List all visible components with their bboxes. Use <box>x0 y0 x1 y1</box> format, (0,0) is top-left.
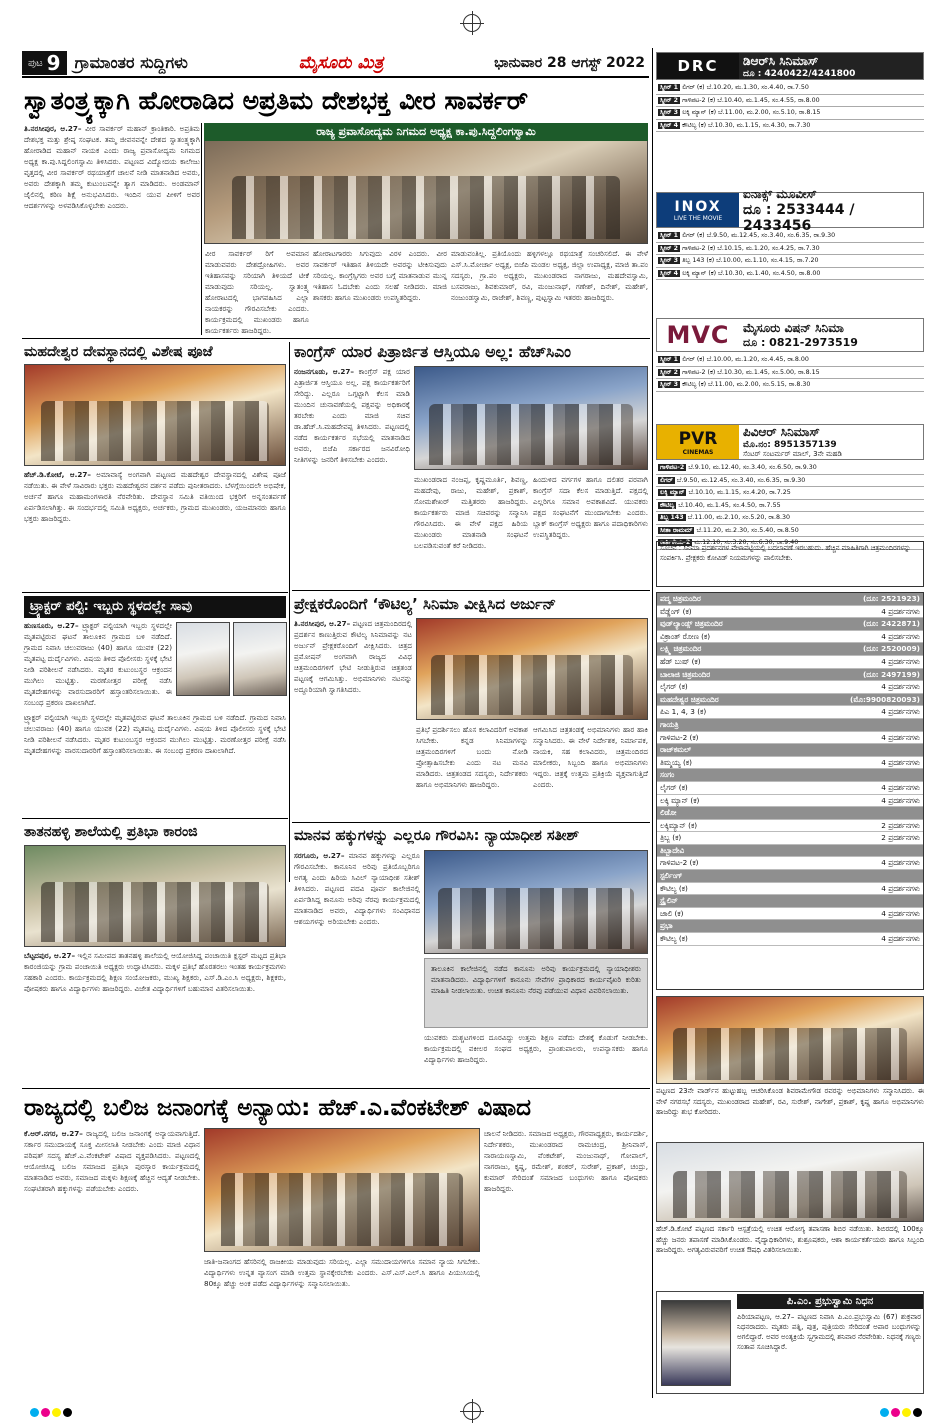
theatre-show-row <box>657 933 923 946</box>
savarkar-photo-caption: ರಾಜ್ಯ ಪ್ರವಾಸೋದ್ಯಮ ನಿಗಮದ ಅಧ್ಯಕ್ಷ ಕಾ.ಪು.ಸಿದ್ದಲಿಂಗಸ್ವಾಮಿ <box>204 123 648 141</box>
theatre-show-row <box>657 757 923 770</box>
show-count: 4 ಪ್ರದರ್ಶನಗಳು <box>881 908 920 918</box>
movie-name: ತಿಮ್ಮಯ್ಯ (ಕ) <box>660 757 692 767</box>
congress-col-1-text: ಕಾಂಗ್ರೆಸ್ ಪಕ್ಷ ಯಾರ ಪಿತ್ರಾರ್ಜಿತ ಆಸ್ತಿಯೂ ಅಲ್ಲ. ಪಕ್ಷ ಕಾರ್ಯಕರ್ತರಿಗೆ ಸೇರಿದ್ದು. ಎಲ್ಲರೂ ಒಗ್ಗಟ್ಟಾಗಿ ಕೆಲಸ ಮಾಡಿ ಮುಂದಿನ ಚುನಾವಣೆಯಲ್ಲಿ ಪಕ್ಷವನ್ನು ಅಧಿಕಾರಕ್ಕೆ ತರಬೇಕು ಎಂದು ಮಾಜಿ ಸಚಿವ ಡಾ.ಹೆಚ್.ಸಿ.ಮಹದೇವಪ್ಪ ತಿಳಿಸಿದರು. ಪಟ್ಟಣದಲ್ಲಿ ನಡೆದ ಕಾರ್ಯಕರ್ತರ ಸಭೆಯಲ್ಲಿ ಮಾತನಾಡಿದ ಅವರು, ಬಿಜೆಪಿ ಸರ್ಕಾರದ ಜನವಿರೋಧಿ ನೀತಿಗಳನ್ನು ಜನರಿಗೆ ತಿಳಿಸಬೇಕು ಎಂದರು. <box>294 367 410 464</box>
obituary-photo <box>661 1300 731 1386</box>
showtime-row <box>656 82 924 95</box>
pvr-logo-tagline: CINEMAS <box>682 448 714 456</box>
obituary-title: ಪಿ.ಎಂ. ಪ್ರಭುಸ್ವಾಮಿ ನಿಧನ <box>737 1294 923 1309</box>
theatre-name: ತಿಬ್ಬಾದೇವಿ <box>660 845 685 855</box>
mahadeshwara-photo <box>24 364 286 466</box>
theatre-name-row <box>657 870 923 883</box>
screen-label: ಸ್ಕ್ರೀನ್ 3 <box>660 109 679 116</box>
tatanahalli-photo <box>24 845 286 947</box>
theatre-name-row <box>657 593 923 606</box>
health-camp-photo <box>656 1142 924 1222</box>
theatre-phone: (ದೂ: 2521923) <box>862 594 920 603</box>
screen-label: ಸ್ಕ್ರೀನ್ 2 <box>660 244 679 252</box>
screen-label: ಕೌಟಿಲ್ಯ <box>660 501 675 509</box>
movie-name: ಗಾಳಿಪಟ-2 (ಕ) <box>660 732 699 742</box>
page-number: 9 <box>46 51 61 75</box>
registration-mark-bottom <box>463 1402 481 1420</box>
balija-col-1 <box>24 1128 200 1398</box>
theatre-phone: (ದೂ: 2422871) <box>862 619 920 629</box>
arjun-headline: ಪ್ರೇಕ್ಷಕರೊಂದಿಗೆ ‘ಕೌಟಿಲ್ಯ’ ಸಿನಿಮಾ ವೀಕ್ಷಿಸಿದ ಅರ್ಜುನ್ <box>294 595 556 613</box>
show-count: 4 ಪ್ರದರ್ಶನಗಳು <box>881 757 920 767</box>
theatre-show-row <box>657 706 923 719</box>
rights-inset-box: ತಾಲೂಕಿನ ಕಾಲೇಜಿನಲ್ಲಿ ನಡೆದ ಕಾನೂನು ಅರಿವು ಕಾರ್ಯಕ್ರಮದಲ್ಲಿ ನ್ಯಾಯಾಧೀಶರು ಮಾತನಾಡಿದರು. ವಿದ್ಯಾರ್ಥಿಗಳಿಗೆ ಕಾನೂನು ಸೇವೆಗಳ ಪ್ರಾಧಿಕಾರದ ಕಾರ್ಯವೈಖರಿ ಕುರಿತು ಮಾಹಿತಿ ನೀಡಲಾಯಿತು. ಉಚಿತ ಕಾನೂನು ನೆರವು ಪಡೆಯುವ ವಿಧಾನ ವಿವರಿಸಲಾಯಿತು. <box>424 958 648 1028</box>
showtime-text: ಬೆ.11.20, ಮ.2.30, ಸಂ.5.40, ರಾ.8.50 <box>696 526 799 534</box>
arjun-col-3: ಆಗಮಿಸಿದ ಚಿತ್ರತಂಡಕ್ಕೆ ಅಭಿಮಾನಿಗಳು ಹಾರ ಹಾಕಿ ಸನ್ಮಾನಿಸಿದರು. ಈ ವೇಳೆ ನಿರ್ದೇಶಕ, ನಿರ್ಮಾಪಕ, ನಾಯಕಿ, ಸಹ ಕಲಾವಿದರು, ಚಿತ್ರಮಂದಿರದ ಮಾಲೀಕರು, ಸಿಬ್ಬಂದಿ ಹಾಗೂ ಅಭಿಮಾನಿಗಳು ಇದ್ದರು. ಚಿತ್ರಕ್ಕೆ ಉತ್ತಮ ಪ್ರತಿಕ್ರಿಯೆ ವ್ಯಕ್ತವಾಗುತ್ತಿದೆ ಎಂದರು. <box>533 725 648 789</box>
theatre-show-row <box>657 795 923 808</box>
screen-label: ಸ್ಕ್ರೀನ್ 2 <box>660 96 679 104</box>
theatre-name-row <box>657 807 923 820</box>
tatanahalli-headline: ತಾತನಹಳ್ಳಿ ಶಾಲೆಯಲ್ಲಿ ಪ್ರತಿಭಾ ಕಾರಂಜಿ <box>24 824 198 840</box>
theatre-show-row <box>657 857 923 870</box>
screen-label: ಸೀತಾ ರಾಮಮ್ <box>660 526 693 534</box>
theatre-name-row <box>657 845 923 858</box>
movie-name: ವಿಕ್ರಾಂತ್ ರೋಣ (ಕ) <box>660 631 711 641</box>
movie-name: ಲೈಗರ್ (ಕ) <box>660 682 688 692</box>
savarkar-col-3: ಹೋರಾಟಗಾರರು ಸಿಗುವುದು ವಿರಳ ಎಂದರು. ವೀರ ಸಾವರ್ಕರ್ ಇತಿಹಾಸ ತಿಳಿಯದೇ ಅವರನ್ನು ಟೀಕಿಸುವುದು ಸರಿಯಲ್ಲ. ಕಾಂಗ್ರೆಸ್ಸಿಗರು ಅವರ ಬಗ್ಗೆ ಮಾತನಾಡುವ ಮುನ್ನ ಇತಿಹಾಸ ಓದಬೇಕು ಎಂದು ಸಲಹೆ ನೀಡಿದರು. ಮಾಜಿ ಶಾಸಕರು ಹಾಗೂ ಮುಖಂಡರು ಉಪಸ್ಥಿತರಿದ್ದರು. <box>313 249 447 302</box>
movie-name: ವೆಡ್ಡೆಂಗ್ (ಕ) <box>660 606 692 616</box>
showtime-text: ಲಕ್ಕಿ ಮ್ಯಾನ್ (ಕ) ಬೆ.10.30, ಮ.1.40, ಸಂ.4.50, ರಾ.8.00 <box>682 269 821 277</box>
congress-col-3: ಹಿಂದುಳಿದ ವರ್ಗಗಳ ಹಾಗೂ ದಲಿತರ ಪರವಾಗಿ ಕಾಂಗ್ರೆಸ್ ಸದಾ ಕೆಲಸ ಮಾಡುತ್ತಿದೆ. ಪಕ್ಷದಲ್ಲಿ ಎಲ್ಲರಿಗೂ ಸಮಾನ ಅವಕಾಶವಿದೆ. ಯುವಕರು ಪಕ್ಷದ ಸಂಘಟನೆಗೆ ಮುಂದಾಗಬೇಕು ಎಂದರು. ಬ್ಲಾಕ್ ಕಾಂಗ್ರೆಸ್ ಅಧ್ಯಕ್ಷರು ಹಾಗೂ ಪದಾಧಿಕಾರಿಗಳು ಉಪಸ್ಥಿತರಿದ್ದರು. <box>533 475 649 539</box>
inox-logo <box>657 193 739 227</box>
tractor-body-bottom: ಟ್ರ್ಯಾಕ್ಟರ್ ಪಲ್ಟಿಯಾಗಿ ಇಬ್ಬರು ಸ್ಥಳದಲ್ಲೇ ಮೃತಪಟ್ಟಿರುವ ಘಟನೆ ತಾಲೂಕಿನ ಗ್ರಾಮದ ಬಳಿ ನಡೆದಿದೆ. ಗ್ರಾಮದ ನಿವಾಸಿ ಚಲುವರಾಜು (40) ಹಾಗೂ ಯುವಕ (22) ಮೃತಪಟ್ಟ ದುರ್ದೈವಿಗಳು. ವಿಷಯ ತಿಳಿದ ಪೊಲೀಸರು ಸ್ಥಳಕ್ಕೆ ಭೇಟಿ ನೀಡಿ ಪರಿಶೀಲನೆ ನಡೆಸಿದರು. ಮೃತರ ಕುಟುಂಬಸ್ಥರ ಆಕ್ರಂದನ ಮುಗಿಲು ಮುಟ್ಟಿತ್ತು. ಮರಣೋತ್ತರ ಪರೀಕ್ಷೆ ನಡೆಸಿ ಮೃತದೇಹಗಳನ್ನು ವಾರಸುದಾರರಿಗೆ ಹಸ್ತಾಂತರಿಸಲಾಯಿತು. ಈ ಸಂಬಂಧ ಪ್ರಕರಣ ದಾಖಲಾಗಿದೆ. <box>24 713 286 755</box>
show-count: 4 ಪ್ರದರ್ಶನಗಳು <box>881 656 920 666</box>
movie-name: ಹೆಡ್ ಬುಷ್ (ಕ) <box>660 656 701 666</box>
section-rule <box>22 592 288 593</box>
arjun-col-1-text: ಪಟ್ಟಣದ ಚಿತ್ರಮಂದಿರದಲ್ಲಿ ಪ್ರದರ್ಶನ ಕಾಣುತ್ತಿರುವ ಕೌಟಿಲ್ಯ ಸಿನಿಮಾವನ್ನು ನಟ ಅರ್ಜುನ್ ಪ್ರೇಕ್ಷಕರೊಂದಿಗೆ ವೀಕ್ಷಿಸಿದರು. ಚಿತ್ರದ ಪ್ರಮೋಷನ್ ಅಂಗವಾಗಿ ರಾಜ್ಯದ ವಿವಿಧ ಚಿತ್ರಮಂದಿರಗಳಿಗೆ ಭೇಟಿ ನೀಡುತ್ತಿರುವ ಚಿತ್ರತಂಡ ಪಟ್ಟಣಕ್ಕೆ ಆಗಮಿಸಿತ್ತು. ಅಭಿಮಾನಿಗಳು ನಟನನ್ನು ಅದ್ದೂರಿಯಾಗಿ ಸ್ವಾಗತಿಸಿದರು. <box>294 619 412 694</box>
tatanahalli-body <box>24 950 286 1084</box>
showtime-text: ಕೌಟಿಲ್ಯ (ಕ) ಬೆ.10.30, ಮ.1.15, ಸಂ.4.30, ರಾ.7.30 <box>682 121 811 129</box>
theatre-name: ಗಾಯತ್ರಿ <box>660 719 679 729</box>
showtime-row <box>656 475 924 488</box>
theatre-show-row <box>657 908 923 921</box>
pvr-logo <box>657 425 739 459</box>
theatre-show-row <box>657 883 923 896</box>
screen-label: ಸ್ಕ್ರೀನ್ 4 <box>660 269 679 277</box>
showtime-row <box>656 354 924 367</box>
theatre-name-row <box>657 920 923 933</box>
theatre-listing <box>656 592 924 990</box>
inox-logo-tagline: LIVE THE MOVIE <box>673 214 723 222</box>
rights-col-2: ಯುವಕರು ದುಶ್ಚಟಗಳಿಂದ ದೂರವಿದ್ದು ಉತ್ತಮ ಶಿಕ್ಷಣ ಪಡೆದು ದೇಶಕ್ಕೆ ಕೊಡುಗೆ ನೀಡಬೇಕು. ಕಾರ್ಯಕ್ರಮದಲ್ಲಿ ವಕೀಲರ ಸಂಘದ ಅಧ್ಯಕ್ಷರು, ಪ್ರಾಂಶುಪಾಲರು, ಉಪನ್ಯಾಸಕರು ಹಾಗೂ ವಿದ್ಯಾರ್ಥಿಗಳು ಹಾಜರಿದ್ದರು. <box>424 1033 648 1064</box>
theatre-show-row <box>657 832 923 845</box>
congress-col-1 <box>294 366 410 586</box>
showtime-row <box>656 268 924 281</box>
birthday-caption: ಪಟ್ಟಣದ 23ನೇ ವಾರ್ಡ್‌ನ ಹುಟ್ಟುಹಬ್ಬ ಆಚರಿಸಿಕೊಂಡ ಶಿವರಾಮೇಗೌಡ ರವರನ್ನು ಅಭಿಮಾನಿಗಳು ಸನ್ಮಾನಿಸಿದರು. ಈ ವೇಳೆ ನಗರಸಭೆ ಸದಸ್ಯರು, ಮುಖಂಡರಾದ ಮಹೇಶ್, ರವಿ, ಸುರೇಶ್, ನಾಗೇಶ್, ಪ್ರಕಾಶ್, ಕೃಷ್ಣ ಹಾಗೂ ಅಭಿಮಾನಿಗಳು ಹಾಜರಿದ್ದು ಶುಭ ಕೋರಿದರು. <box>656 1087 924 1116</box>
showtime-text: ಲಕ್ಕಿ ಮ್ಯಾನ್ (ಕ) ಬೆ.11.00, ಮ.2.00, ಸಂ.5.10, ರಾ.8.15 <box>682 109 821 116</box>
mahadeshwara-body <box>24 469 286 589</box>
mahadeshwara-dateline: ಹೆಚ್.ಡಿ.ಕೋಟೆ, ಆ.27– <box>24 470 91 479</box>
showtime-row <box>656 95 924 108</box>
rights-dateline: ಸರಗೂರು, ಆ.27– <box>294 851 345 860</box>
show-count: 4 ಪ್ರದರ್ಶನಗಳು <box>881 631 920 641</box>
color-bar-right <box>880 1408 922 1417</box>
pvr-address: ಸೆಂಟರ್ ಸಂಟರ್ಮರ್ ಮಾಲ್, 3ನೇ ಮಹಡಿ <box>743 450 842 458</box>
rights-col-1-text: ಮಾನವ ಹಕ್ಕುಗಳನ್ನು ಎಲ್ಲರೂ ಗೌರವಿಸಬೇಕು. ಕಾನೂನಿನ ಅರಿವು ಪ್ರತಿಯೊಬ್ಬರಿಗೂ ಅಗತ್ಯ ಎಂದು ಹಿರಿಯ ಸಿವಿಲ್ ನ್ಯಾಯಾಧೀಶ ಸತೀಶ್ ತಿಳಿಸಿದರು. ಪಟ್ಟಣದ ಪದವಿ ಪೂರ್ವ ಕಾಲೇಜಿನಲ್ಲಿ ಏರ್ಪಡಿಸಿದ್ದ ಕಾನೂನು ಅರಿವು ನೆರವು ಕಾರ್ಯಕ್ರಮದಲ್ಲಿ ಮಾತನಾಡಿದ ಅವರು, ವಿದ್ಯಾರ್ಥಿಗಳು ಸಂವಿಧಾನದ ಆಶಯಗಳನ್ನು ಅರಿಯಬೇಕು ಎಂದರು. <box>294 851 420 926</box>
showtime-row <box>656 487 924 500</box>
rights-photo <box>424 850 648 954</box>
screen-label: ತಿಬ್ಬ 143 <box>660 514 684 521</box>
showtime-text: ಲಿಗರ್ (ಕ) ಬೆ.10.00, ಮ.1.20, ಸಂ.4.45, ರಾ.8.00 <box>682 356 809 363</box>
showtime-text: ಬೆ.11.00, ಮ.2.10, ಸಂ.5.20, ರಾ.8.30 <box>687 514 790 521</box>
showtime-text: ಬೆ.9.50, ಮ.12.45, ಸಂ.3.40, ಸಂ.6.35, ರಾ.9.30 <box>676 476 806 484</box>
theatre-name-row <box>657 694 923 707</box>
screen-label: ಸ್ಕ್ರೀನ್ 4 <box>660 121 679 129</box>
balija-dateline: ಕೆ.ಆರ್.ನಗರ, ಆ.27– <box>24 1129 83 1138</box>
page-label: ಪುಟ <box>28 57 43 69</box>
savarkar-col-2: ವೀರ ಸಾವರ್ಕರ್ ರಿಗೆ ಅವಮಾನ ಮಾಡುವವರು ದೇಶದ್ರೋಹಿಗಳು. ಅವರ ಇತಿಹಾಸವನ್ನು ಸರಿಯಾಗಿ ತಿಳಿಯದೆ ಟೀಕೆ ಮಾಡುವುದು ಸರಿಯಲ್ಲ. ಸ್ವಾತಂತ್ರ್ಯ ಹೋರಾಟದಲ್ಲಿ ಭಾಗವಹಿಸಿದ ಎಲ್ಲಾ ನಾಯಕರನ್ನು ಗೌರವಿಸಬೇಕು ಎಂದರು. ಕಾರ್ಯಕ್ರಮದಲ್ಲಿ ಮುಖಂಡರು ಹಾಗೂ ಕಾರ್ಯಕರ್ತರು ಹಾಜರಿದ್ದರು. <box>205 249 309 335</box>
showtime-row <box>656 525 924 538</box>
theatre-name: ಲಿಡೋ <box>660 808 677 818</box>
registration-mark-top <box>463 14 481 32</box>
theatre-name: ಬಾಲಾಜಿ ಚಿತ್ರಮಂದಿರ <box>660 669 711 679</box>
show-count: 4 ಪ್ರದರ್ಶನಗಳು <box>881 795 920 805</box>
balija-col-3: ಚಾಲನೆ ನೀಡಿದರು. ಸಮಾಜದ ಅಧ್ಯಕ್ಷರು, ಗೌರವಾಧ್ಯಕ್ಷರು, ಕಾರ್ಯದರ್ಶಿ, ನಿರ್ದೇಶಕರು, ಮುಖಂಡರಾದ ರಾಮಚಂದ್ರ, ಶ್ರೀನಿವಾಸ್, ನಾರಾಯಣಸ್ವಾಮಿ, ವೆಂಕಟೇಶ್, ಮಂಜುನಾಥ್, ಗೋಪಾಲ್, ನಾಗರಾಜು, ಕೃಷ್ಣ, ರಮೇಶ್, ಶಂಕರ್, ಸುರೇಶ್, ಪ್ರಕಾಶ್, ಚಂದ್ರು, ಕುಮಾರ್ ಸೇರಿದಂತೆ ಸಮಾಜದ ಬಂಧುಗಳು ಹಾಗೂ ಪೋಷಕರು ಹಾಜರಿದ್ದರು. <box>484 1129 648 1193</box>
theatre-phone: (ದೂ: 2497199) <box>862 669 920 679</box>
theatre-show-row <box>657 732 923 745</box>
obituary-box <box>656 1291 924 1394</box>
congress-col-2: ಮುಖಂಡರಾದ ನಂಜಪ್ಪ, ಕೃಷ್ಣಮೂರ್ತಿ, ಶಿವಣ್ಣ, ಮಹದೇವು, ರಾಜು, ಮಹೇಶ್, ಪ್ರಕಾಶ್, ಸೋಮಶೇಖರ್ ಮತ್ತಿತರರು ಹಾಜರಿದ್ದರು. ಕಾರ್ಯಕರ್ತರು ಮಾಜಿ ಸಚಿವರನ್ನು ಸನ್ಮಾನಿಸಿ ಗೌರವಿಸಿದರು. ಈ ವೇಳೆ ಪಕ್ಷದ ಹಿರಿಯ ಮುಖಂಡರು ಮಾತನಾಡಿ ಸಂಘಟನೆ ಬಲಪಡಿಸುವಂತೆ ಕರೆ ನೀಡಿದರು. <box>414 475 528 550</box>
showtime-row <box>656 462 924 475</box>
tractor-victim-photo-2 <box>233 622 287 696</box>
sidebar-rule <box>652 48 653 1398</box>
showtime-row <box>656 500 924 513</box>
balija-col-1-text: ರಾಜ್ಯದಲ್ಲಿ ಬಲಿಜ ಜನಾಂಗಕ್ಕೆ ಅನ್ಯಾಯವಾಗುತ್ತಿದೆ. ಸರ್ಕಾರ ಸಮುದಾಯಕ್ಕೆ ಸೂಕ್ತ ಮೀಸಲಾತಿ ನೀಡಬೇಕು ಎಂದು ಮಾಜಿ ವಿಧಾನ ಪರಿಷತ್ ಸದಸ್ಯ ಹೆಚ್.ಎ.ವೆಂಕಟೇಶ್ ವಿಷಾದ ವ್ಯಕ್ತಪಡಿಸಿದರು. ಪಟ್ಟಣದಲ್ಲಿ ಆಯೋಜಿಸಿದ್ದ ಬಲಿಜ ಸಮಾಜದ ಪ್ರತಿಭಾ ಪುರಸ್ಕಾರ ಕಾರ್ಯಕ್ರಮದಲ್ಲಿ ಮಾತನಾಡಿದ ಅವರು, ಸಮಾಜದ ಮಕ್ಕಳು ಶಿಕ್ಷಣಕ್ಕೆ ಹೆಚ್ಚಿನ ಆದ್ಯತೆ ನೀಡಬೇಕು. ಸಂಘಟಿತರಾಗಿ ಹಕ್ಕುಗಳನ್ನು ಪಡೆಯಬೇಕು ಎಂದರು. <box>24 1129 200 1193</box>
arjun-dateline: ತಿ.ನರಸೀಪುರ, ಆ.27– <box>294 619 351 628</box>
savarkar-photo <box>204 138 648 244</box>
movie-name: ಲಕ್ಕಿ ಮ್ಯಾನ್ (ಕ) <box>660 795 700 805</box>
cinema-notice: ಸೂಚನೆ : ಸಿನಿಮಾ ಪ್ರದರ್ಶನಗಳ ವೇಳಾಪಟ್ಟಿಯಲ್ಲಿ ಬದಲಾವಣೆ ಇರಬಹುದು. ಹೆಚ್ಚಿನ ಮಾಹಿತಿಗಾಗಿ ಚಿತ್ರಮಂದಿರಗಳನ್ನು ಸಂಪರ್ಕಿಸಿ. ಪ್ರೇಕ್ಷಕರು ಕೋವಿಡ್ ನಿಯಮಗಳನ್ನು ಪಾಲಿಸಬೇಕು. <box>656 541 924 587</box>
screen-label: ಸ್ಕ್ರೀನ್ 2 <box>660 368 679 376</box>
inox-phone: ದೂ : 2533444 / 2433456 <box>743 201 855 234</box>
show-count: 2 ಪ್ರದರ್ಶನಗಳು <box>881 820 920 830</box>
inox-title: ಐನಾಕ್ಸ್ ಮೂವೀಸ್ <box>743 186 817 201</box>
section-name: ಗ್ರಾಮಾಂತರ ಸುದ್ದಿಗಳು <box>74 53 188 72</box>
theatre-name-row <box>657 669 923 682</box>
screen-label: ಸ್ಕ್ರೀನ್ 1 <box>660 232 679 239</box>
theatre-name-row <box>657 719 923 732</box>
showtime-text: ಬೆ.10.40, ಮ.1.45, ಸಂ.4.50, ರಾ.7.55 <box>678 501 781 509</box>
showtime-text: ಕೌಟಿಲ್ಯ (ಕ) ಬೆ.11.00, ಮ.2.00, ಸಂ.5.15, ರಾ.8.30 <box>682 381 811 388</box>
rights-headline: ಮಾನವ ಹಕ್ಕುಗಳನ್ನು ಎಲ್ಲರೂ ಗೌರವಿಸಿ: ನ್ಯಾಯಾಧೀಶ ಸತೀಶ್ <box>294 828 580 844</box>
showtime-text: ಬೆ.10.10, ಮ.1.15, ಸಂ.4.20, ರಾ.7.25 <box>688 489 791 496</box>
tractor-dateline: ಹುಣಸೂರು, ಆ.27– <box>24 621 79 630</box>
showtime-text: ಲಿಗರ್ (ಕ) ಬೆ.9.50, ಮ.12.45, ಸಂ.3.40, ಸಂ.6.35, ರಾ.9.30 <box>682 232 836 239</box>
showtime-row <box>656 255 924 268</box>
screen-label: ಗಾಳಿಪಟ-2 <box>660 464 685 471</box>
showtime-row <box>656 243 924 256</box>
arjun-col-2: ಪ್ರತಿಭೆ ಪ್ರದರ್ಶಿಸಲು ಹೊಸ ಕಲಾವಿದರಿಗೆ ಅವಕಾಶ ಸಿಗಬೇಕು. ಕನ್ನಡ ಸಿನಿಮಾಗಳನ್ನು ಚಿತ್ರಮಂದಿರಗಳಿಗೆ ಬಂದು ನೋಡಿ ಪ್ರೋತ್ಸಾಹಿಸಬೇಕು ಎಂದು ನಟ ಮನವಿ ಮಾಡಿದರು. ಚಿತ್ರತಂಡದ ಸದಸ್ಯರು, ನಿರ್ದೇಶಕರು ಹಾಗೂ ಅಭಿಮಾನಿಗಳು ಹಾಜರಿದ್ದರು. <box>416 725 528 789</box>
tractor-body-top <box>24 620 172 712</box>
health-camp-caption: ಹೆಚ್.ಡಿ.ಕೋಟೆ ಪಟ್ಟಣದ ಸರ್ಕಾರಿ ಆಸ್ಪತ್ರೆಯಲ್ಲಿ ಉಚಿತ ಆರೋಗ್ಯ ತಪಾಸಣಾ ಶಿಬಿರ ನಡೆಯಿತು. ಶಿಬಿರದಲ್ಲಿ 100ಕ್ಕೂ ಹೆಚ್ಚು ಜನರು ತಪಾಸಣೆ ಮಾಡಿಸಿಕೊಂಡರು. ವೈದ್ಯಾಧಿಕಾರಿಗಳು, ಶುಶ್ರೂಷಕರು, ಆಶಾ ಕಾರ್ಯಕರ್ತೆಯರು ಹಾಗೂ ಸಿಬ್ಬಂದಿ ಹಾಜರಿದ್ದರು. ಅಗತ್ಯವಿರುವವರಿಗೆ ಉಚಿತ ಔಷಧಿ ವಿತರಿಸಲಾಯಿತು. <box>656 1225 924 1254</box>
savarkar-headline: ಸ್ವಾತಂತ್ರ್ಯಕ್ಕಾಗಿ ಹೋರಾಡಿದ ಅಪ್ರತಿಮ ದೇಶಭಕ್ತ ವೀರ ಸಾವರ್ಕರ್ <box>24 86 529 115</box>
congress-headline: ಕಾಂಗ್ರೆಸ್ ಯಾರ ಪಿತ್ರಾರ್ಜಿತ ಆಸ್ತಿಯೂ ಅಲ್ಲ: ಹೆಚ್‌ಸಿಎಂ <box>294 343 572 361</box>
show-count: 4 ಪ್ರದರ್ಶನಗಳು <box>881 782 920 792</box>
inox-showtimes <box>656 230 924 314</box>
theatre-show-row <box>657 782 923 795</box>
movie-name: ಲೈಗರ್ (ಕ) <box>660 782 688 792</box>
showtime-row <box>656 367 924 380</box>
theatre-name: ಸಂಗಂ <box>660 770 675 780</box>
showtime-text: ಗಾಳಿಪಟ-2 (ಕ) ಬೆ.10.30, ಮ.1.45, ಸಂ.5.00, ರಾ.8.15 <box>682 368 820 376</box>
theatre-name: ರಾಜ್‌ಕಮಲ್ <box>660 745 692 755</box>
balija-photo <box>204 1128 480 1252</box>
theatre-name: ಲಕ್ಷ್ಮಿ ಚಿತ್ರಮಂದಿರ <box>660 644 702 654</box>
showtime-row <box>656 512 924 525</box>
savarkar-dateline: ತಿ.ನರಸೀಪುರ, ಆ.27– <box>24 124 82 133</box>
theatre-name: ಪದ್ಮ ಚಿತ್ರಮಂದಿರ <box>660 594 701 603</box>
column-rule <box>289 342 290 882</box>
tractor-headline: ಟ್ರ್ಯಾಕ್ಟರ್ ಪಲ್ಟಿ: ಇಬ್ಬರು ಸ್ಥಳದಲ್ಲೇ ಸಾವು <box>24 596 286 618</box>
show-count: 4 ಪ್ರದರ್ಶನಗಳು <box>881 707 920 717</box>
screen-label: ಕಾರ್ತಿಕೇಯ-2 <box>660 539 691 546</box>
section-rule <box>22 1088 650 1089</box>
show-count: 4 ಪ್ರದರ್ಶನಗಳು <box>881 858 920 868</box>
theatre-phone: (ಮೊ:9900820093) <box>850 694 920 704</box>
screen-label: ಸ್ಕ್ರೀನ್ 1 <box>660 356 679 363</box>
pvr-logo-text: PVR <box>678 428 718 449</box>
theatre-show-row <box>657 656 923 669</box>
theatre-name: ಮಹದೇಶ್ವರ ಚಿತ್ರಮಂದಿರ <box>660 694 719 704</box>
drc-phone: ದೂ : 4240422/4241800 <box>743 68 856 79</box>
congress-photo <box>414 366 648 470</box>
showtime-text: ಬೆ.9.10, ಮ.12.40, ಸಂ.3.40, ಸಂ.6.50, ರಾ.9.30 <box>688 464 817 471</box>
mvc-header <box>656 318 924 352</box>
mahadeshwara-headline: ಮಹದೇಶ್ವರ ದೇವಸ್ಥಾನದಲ್ಲಿ ವಿಶೇಷ ಪೂಜೆ <box>24 344 213 360</box>
section-rule <box>22 818 288 819</box>
showtime-row <box>656 120 924 133</box>
page-number-tag <box>22 51 67 75</box>
show-count: 4 ಪ್ರದರ್ಶನಗಳು <box>881 682 920 692</box>
showtime-text: ಮ.12.10, ಸಂ.3.20, ಸಂ.6.30, ರಾ.9.40 <box>694 539 799 546</box>
theatre-show-row <box>657 606 923 619</box>
theatre-name-row <box>657 643 923 656</box>
balija-headline: ರಾಜ್ಯದಲ್ಲಿ ಬಲಿಜ ಜನಾಂಗಕ್ಕೆ ಅನ್ಯಾಯ: ಹೆಚ್.ಎ.ವೆಂಕಟೇಶ್ ವಿಷಾದ <box>24 1095 531 1121</box>
show-count: 2 ಪ್ರದರ್ಶನಗಳು <box>881 833 920 843</box>
theatre-name: ಪ್ರಭಾ <box>660 921 673 931</box>
screen-label: ಲಿಗರ್ <box>660 476 673 484</box>
drc-showtimes <box>656 82 924 190</box>
screen-label: ಸ್ಕ್ರೀನ್ 3 <box>660 257 679 264</box>
theatre-name: ಸ್ಟ್ರೈಲಿನ್ <box>660 896 678 906</box>
showtime-text: ಲಿಗರ್ (ಕ) ಬೆ.10.20, ಮ.1.30, ಸಂ.4.40, ರಾ.7.50 <box>682 84 809 91</box>
pvr-showtimes <box>656 462 924 546</box>
screen-label: ಲಕ್ಕಿ ಮ್ಯಾನ್ <box>660 489 685 496</box>
showtime-text: ಗಾಳಿಪಟ-2 (ಕ) ಬೆ.10.15, ಮ.1.20, ಸಂ.4.25, ರಾ.7.30 <box>682 244 820 252</box>
masthead <box>22 50 649 78</box>
movie-name: ಪಿಎ 1, 4, 3 (ಕ) <box>660 707 707 717</box>
theatre-name: ಸ್ಟರ್ಲಿಂಗ್ <box>660 871 683 881</box>
pvr-phone: ಮೊ.ನಂ: 8951357139 <box>743 440 837 450</box>
pvr-header <box>656 424 924 460</box>
paper-name: ಮೈಸೂರು ಮಿತ್ರ <box>298 53 384 73</box>
tatanahalli-text: ಇಲ್ಲಿನ ಸಮೀಪದ ತಾತನಹಳ್ಳಿ ಶಾಲೆಯಲ್ಲಿ ಆಯೋಜಿಸಿದ್ದ ಪಂಚಾಯಿತಿ ಕ್ಲಸ್ಟರ್ ಮಟ್ಟದ ಪ್ರತಿಭಾ ಕಾರಂಜಿಯನ್ನು ಗ್ರಾಮ ಪಂಚಾಯಿತಿ ಅಧ್ಯಕ್ಷರು ಉದ್ಘಾಟಿಸಿದರು. ಮಕ್ಕಳ ಪ್ರತಿಭೆ ಹೊರತರಲು ಇಂತಹ ಕಾರ್ಯಕ್ರಮಗಳು ಸಹಕಾರಿ ಎಂದರು. ಕಾರ್ಯಕ್ರಮದಲ್ಲಿ ಶಿಕ್ಷಣ ಸಂಯೋಜಕರು, ಮುಖ್ಯ ಶಿಕ್ಷಕರು, ಎಸ್.ಡಿ.ಎಂ.ಸಿ ಅಧ್ಯಕ್ಷರು, ಶಿಕ್ಷಕರು, ಪೋಷಕರು ಹಾಗೂ ವಿದ್ಯಾರ್ಥಿಗಳು ಹಾಜರಿದ್ದರು. ವಿಜೇತ ವಿದ್ಯಾರ್ಥಿಗಳಿಗೆ ಬಹುಮಾನ ವಿತರಿಸಲಾಯಿತು. <box>24 951 286 993</box>
showtime-row <box>656 107 924 120</box>
section-rule <box>292 822 650 823</box>
movie-name: ಲಕ್ಕಿಮ್ಯಾನ್ (ಕ) <box>660 820 698 830</box>
tatanahalli-dateline: ಬೆಟ್ಟದಪುರ, ಆ.27– <box>24 951 76 960</box>
inox-logo-text: INOX <box>674 198 722 215</box>
arjun-col-1 <box>294 618 412 818</box>
showtime-text: ಗಾಳಿಪಟ-2 (ಕ) ಬೆ.10.40, ಮ.1.45, ಸಂ.4.55, ರಾ.8.00 <box>682 96 820 104</box>
showtime-row <box>656 230 924 243</box>
screen-label: ಸ್ಕ್ರೀನ್ 3 <box>660 381 679 388</box>
movie-name: ತ್ರಿಬ್ಬ (ಕ) <box>660 833 682 843</box>
tractor-text: ಟ್ರ್ಯಾಕ್ಟರ್ ಪಲ್ಟಿಯಾಗಿ ಇಬ್ಬರು ಸ್ಥಳದಲ್ಲೇ ಮೃತಪಟ್ಟಿರುವ ಘಟನೆ ತಾಲೂಕಿನ ಗ್ರಾಮದ ಬಳಿ ನಡೆದಿದೆ. ಗ್ರಾಮದ ನಿವಾಸಿ ಚಲುವರಾಜು (40) ಹಾಗೂ ಯುವಕ (22) ಮೃತಪಟ್ಟ ದುರ್ದೈವಿಗಳು. ವಿಷಯ ತಿಳಿದ ಪೊಲೀಸರು ಸ್ಥಳಕ್ಕೆ ಭೇಟಿ ನೀಡಿ ಪರಿಶೀಲನೆ ನಡೆಸಿದರು. ಮೃತರ ಕುಟುಂಬಸ್ಥರ ಆಕ್ರಂದನ ಮುಗಿಲು ಮುಟ್ಟಿತ್ತು. ಮರಣೋತ್ತರ ಪರೀಕ್ಷೆ ನಡೆಸಿ ಮೃತದೇಹಗಳನ್ನು ವಾರಸುದಾರರಿಗೆ ಹಸ್ತಾಂತರಿಸಲಾಯಿತು. ಈ ಸಂಬಂಧ ಪ್ರಕರಣ ದಾಖಲಾಗಿದೆ. <box>24 621 172 707</box>
mvc-showtimes <box>656 354 924 420</box>
movie-name: ಜಾಲಿ (ಕ) <box>660 908 684 918</box>
congress-dateline: ನಂಜನಗೂಡು, ಆ.27– <box>294 367 354 376</box>
theatre-name-row <box>657 895 923 908</box>
drc-title: ಡಿಆರ್‌ಸಿ ಸಿನಿಮಾಸ್ <box>743 53 819 68</box>
screen-label: ಸ್ಕ್ರೀನ್ 1 <box>660 84 679 91</box>
show-count: 4 ಪ್ರದರ್ಶನಗಳು <box>881 732 920 742</box>
section-rule <box>22 338 650 339</box>
theatre-name-row <box>657 769 923 782</box>
birthday-photo <box>656 996 924 1084</box>
theatre-name-row <box>657 618 923 631</box>
theatre-show-row <box>657 820 923 833</box>
theatre-name-row <box>657 744 923 757</box>
balija-col-2: ಜಾತಿ-ಜನಾಂಗದ ಹೆಸರಿನಲ್ಲಿ ರಾಜಕೀಯ ಮಾಡುವುದು ಸರಿಯಲ್ಲ. ಎಲ್ಲಾ ಸಮುದಾಯಗಳಿಗೂ ಸಮಾನ ನ್ಯಾಯ ಸಿಗಬೇಕು. ವಿದ್ಯಾರ್ಥಿಗಳು ಉನ್ನತ ವ್ಯಾಸಂಗ ಮಾಡಿ ಉತ್ತಮ ಸ್ಥಾನಕ್ಕೇರಬೇಕು ಎಂದರು. ಎಸ್.ಎಸ್.ಎಲ್.ಸಿ ಹಾಗೂ ಪಿಯುಸಿಯಲ್ಲಿ 80ಕ್ಕೂ ಹೆಚ್ಚು ಅಂಕ ಪಡೆದ ವಿದ್ಯಾರ್ಥಿಗಳನ್ನು ಸನ್ಮಾನಿಸಲಾಯಿತು. <box>204 1257 480 1288</box>
show-count: 4 ಪ್ರದರ್ಶನಗಳು <box>881 606 920 616</box>
showtime-text: ತಿಬ್ಬ 143 (ಕ) ಬೆ.10.00, ಮ.1.10, ಸಂ.4.15, ರಾ.7.20 <box>682 257 819 264</box>
theatre-show-row <box>657 681 923 694</box>
mahadeshwara-text: ಅಮಾವಾಸ್ಯೆ ಅಂಗವಾಗಿ ಪಟ್ಟಣದ ಮಹದೇಶ್ವರ ದೇವಸ್ಥಾನದಲ್ಲಿ ವಿಶೇಷ ಪೂಜೆ ನಡೆಯಿತು. ಈ ವೇಳೆ ಸಾವಿರಾರು ಭಕ್ತರು ಮಹದೇಶ್ವರನ ದರ್ಶನ ಪಡೆದು ಪುನೀತರಾದರು. ಬೆಳಗ್ಗೆಯಿಂದಲೇ ಅಭಿಷೇಕ, ಅರ್ಚನೆ ಹಾಗೂ ಮಹಾಮಂಗಳಾರತಿ ನೆರವೇರಿತು. ದೇವಸ್ಥಾನ ಸಮಿತಿ ವತಿಯಿಂದ ಭಕ್ತರಿಗೆ ಅನ್ನಸಂತರ್ಪಣೆ ಏರ್ಪಡಿಸಲಾಗಿತ್ತು. ಈ ಸಂದರ್ಭದಲ್ಲಿ ಸಮಿತಿ ಅಧ್ಯಕ್ಷರು, ಅರ್ಚಕರು, ಗ್ರಾಮದ ಮುಖಂಡರು, ಯಜಮಾನರು ಹಾಗೂ ಭಕ್ತರು ಹಾಜರಿದ್ದರು. <box>24 470 286 523</box>
inox-header <box>656 186 924 234</box>
section-rule <box>292 590 650 591</box>
theatre-show-row <box>657 631 923 644</box>
theatre-name: ವುಡ್‌ಲ್ಯಾಂಡ್ಸ್ ಚಿತ್ರಮಂದಿರ <box>660 619 723 629</box>
showtime-row <box>656 379 924 392</box>
show-count: 4 ಪ್ರದರ್ಶನಗಳು <box>881 883 920 893</box>
theatre-phone: (ದೂ: 2520009) <box>862 644 920 654</box>
tractor-victim-photo-1 <box>176 622 230 696</box>
mvc-phone: ದೂ : 0821-2973519 <box>743 335 858 349</box>
savarkar-col-1-text: ವೀರ ಸಾವರ್ಕರ್ ಮಹಾನ್ ಕ್ರಾಂತಿಕಾರಿ. ಅಪ್ರತಿಮ ದೇಶಭಕ್ತ ಮತ್ತು ಶ್ರೇಷ್ಠ ಸಂಘಟಕ. ತಮ್ಮ ಜೀವನವನ್ನೇ ದೇಶದ ಸ್ವಾತಂತ್ರ್ಯಕ್ಕಾಗಿ ಹೋರಾಡಿದ ಮಹಾನ್ ನಾಯಕ ಎಂದು ರಾಜ್ಯ ಪ್ರವಾಸೋದ್ಯಮ ನಿಗಮದ ಅಧ್ಯಕ್ಷ ಕಾ.ಪು.ಸಿದ್ದಲಿಂಗಸ್ವಾಮಿ ತಿಳಿಸಿದರು. ಪಟ್ಟಣದ ವಿದ್ಯೋದಯ ಕಾಲೇಜು ವೃತ್ತದಲ್ಲಿ ವೀರ ಸಾವರ್ಕರ್ ರಥಯಾತ್ರೆಗೆ ಚಾಲನೆ ನೀಡಿ ಮಾತನಾಡಿದ ಅವರು, ಅವರು ದೇಶಕ್ಕಾಗಿ ತಮ್ಮ ಕುಟುಂಬವನ್ನೇ ತ್ಯಾಗ ಮಾಡಿದರು. ಅಂಡಮಾನ್ ಜೈಲಿನಲ್ಲಿ ಕಠಿಣ ಶಿಕ್ಷೆ ಅನುಭವಿಸಿದರು. ಇಂದಿನ ಯುವ ಪೀಳಿಗೆ ಅವರ ಆದರ್ಶಗಳನ್ನು ಅಳವಡಿಸಿಕೊಳ್ಳಬೇಕು ಎಂದರು. <box>24 124 200 210</box>
savarkar-col-4: ಮಾಡುವಂತಿಲ್ಲ. ಪ್ರತಿಯೊಂದು ಹಳ್ಳಿಗಳಲ್ಲೂ ರಥಯಾತ್ರೆ ಸಂಚರಿಸಲಿದೆ. ಈ ವೇಳೆ ಎಸ್.ಸಿ.ಮೋರ್ಚಾ ಅಧ್ಯಕ್ಷ, ಬಿಜೆಪಿ ಮಂಡಲ ಅಧ್ಯಕ್ಷ, ಜಿಲ್ಲಾ ಉಪಾಧ್ಯಕ್ಷ, ಮಾಜಿ ತಾ.ಪಂ ಸದಸ್ಯರು, ಗ್ರಾ.ಪಂ ಅಧ್ಯಕ್ಷರು, ಮುಖಂಡರಾದ ನಾಗರಾಜು, ಮಹದೇವಸ್ವಾಮಿ, ಬಸವರಾಜು, ಶಿವಕುಮಾರ್, ರವಿ, ಮಂಜುನಾಥ್, ಗಣೇಶ್, ದಿನೇಶ್, ಮಹೇಶ್, ನಂಜುಂಡಸ್ವಾಮಿ, ರಾಜೇಶ್, ಶಿವಣ್ಣ, ಪುಟ್ಟಸ್ವಾಮಿ ಇತರರು ಹಾಜರಿದ್ದರು. <box>451 249 648 302</box>
pvr-title: ಪಿವಿಆರ್ ಸಿನಿಮಾಸ್ <box>743 425 820 439</box>
show-count: 4 ಪ್ರದರ್ಶನಗಳು <box>881 934 920 944</box>
issue-date: ಭಾನುವಾರ 28 ಆಗಸ್ಟ್ 2022 <box>494 55 645 71</box>
movie-name: ಕೌಟಿಲ್ಯ (ಕ) <box>660 934 688 944</box>
drc-logo: DRC <box>657 53 739 79</box>
movie-name: ಗಾಳಿಪಟ-2 (ಕ) <box>660 858 699 868</box>
arjun-photo <box>416 618 648 720</box>
column-rule <box>201 123 202 335</box>
savarkar-col-1 <box>24 123 200 333</box>
color-bar-left <box>30 1408 72 1417</box>
movie-name: ಕೌಟಿಲ್ಯ (ಕ) <box>660 883 688 893</box>
mvc-title: ಮೈಸೂರು ವಿಷನ್ ಸಿನಿಮಾ <box>743 320 844 335</box>
mvc-logo: MVC <box>666 321 730 349</box>
rights-col-1 <box>294 850 420 1084</box>
obituary-text: ಪಿರಿಯಾಪಟ್ಟಣ, ಆ.27– ಪಟ್ಟಣದ ನಿವಾಸಿ ಪಿ.ಎಂ.ಪ್ರಭುಸ್ವಾಮಿ (67) ಶುಕ್ರವಾರ ನಿಧನರಾದರು. ಮೃತರು ಪತ್ನಿ, ಪುತ್ರ, ಪುತ್ರಿಯರು ಸೇರಿದಂತೆ ಅಪಾರ ಬಂಧುಗಳನ್ನು ಅಗಲಿದ್ದಾರೆ. ಅವರ ಅಂತ್ಯಕ್ರಿಯೆ ಸ್ವಗ್ರಾಮದಲ್ಲಿ ಶನಿವಾರ ನೆರವೇರಿತು. ನಿಧನಕ್ಕೆ ಗಣ್ಯರು ಸಂತಾಪ ಸೂಚಿಸಿದ್ದಾರೆ. <box>737 1313 921 1351</box>
drc-cinemas-header <box>656 52 924 80</box>
